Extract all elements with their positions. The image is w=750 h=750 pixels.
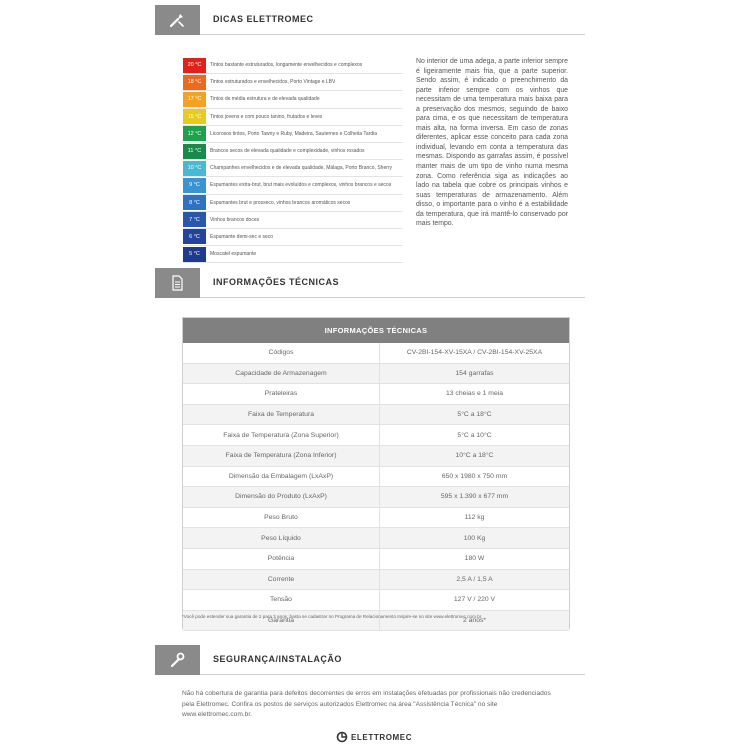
spec-value: 154 garrafas <box>455 369 494 377</box>
spec-label: Garantia <box>183 611 380 631</box>
spec-row <box>183 446 569 467</box>
spec-value: 112 kg <box>464 514 485 522</box>
section-divider <box>200 674 585 675</box>
temperature-row <box>183 143 403 160</box>
tech-section-title: INFORMAÇÕES TÉCNICAS <box>213 277 340 287</box>
temperature-badge: 6 °C <box>183 229 206 244</box>
spec-row <box>183 343 569 364</box>
spec-value: 13 cheias e 1 meia <box>445 390 504 398</box>
spec-row <box>183 508 569 529</box>
spec-label: Faixa de Temperatura (Zona Inferior) <box>183 446 380 466</box>
temperature-badge: 11 °C <box>183 144 206 159</box>
spec-label: Peso Bruto <box>183 508 380 528</box>
temperature-description: Brancos secos de elevada qualidade e complexidade, vinhos rosados <box>210 148 365 155</box>
section-divider <box>200 297 585 298</box>
temperature-row <box>183 177 403 194</box>
temperature-row <box>183 160 403 177</box>
spec-row <box>183 384 569 405</box>
spec-value: 127 V / 220 V <box>453 596 496 604</box>
spec-row <box>183 570 569 591</box>
spec-value: 2 anos* <box>462 617 487 625</box>
warranty-footnote: *Você pode estender sua garantia de 2 para 3 anos, basta se cadastrar no Programa de Relacionamento Inspire-se no site www.elettromec.com.br. <box>182 614 483 619</box>
temperature-row <box>183 57 403 74</box>
spec-value: 10°C a 18°C <box>455 452 494 460</box>
temperature-description: Espumantes brut e prosseco, vinhos brancos aromáticos secos <box>210 199 351 206</box>
temperature-row <box>183 229 403 246</box>
spec-value: 650 x 1980 x 750 mm <box>441 472 508 480</box>
temperature-row <box>183 126 403 143</box>
temperature-row <box>183 74 403 91</box>
spec-label: Peso Líquido <box>183 528 380 548</box>
temperature-badge: 9 °C <box>183 178 206 193</box>
spec-label: Potência <box>183 549 380 569</box>
spec-table-header: INFORMAÇÕES TÉCNICAS <box>183 318 569 343</box>
temperature-badge: 5 °C <box>183 247 206 262</box>
tips-section-header <box>155 5 585 35</box>
wrench-icon <box>169 652 185 668</box>
temperature-badge: 10 °C <box>183 161 206 176</box>
warranty-warning-text: Não há cobertura de garantia para defeitos decorrentes de erros em instalações efetuadas por profissionais não credenciados pela Elettromec. Confira os postos de serviços autorizados Elettromec na área "Assistência Técnica" no site www.elettromec.com.br. <box>182 690 551 718</box>
spec-value: 5°C a 18°C <box>457 411 492 419</box>
spec-row <box>183 364 569 385</box>
spec-row <box>183 425 569 446</box>
document-icon <box>169 275 185 291</box>
tips-tab <box>155 5 200 35</box>
spec-value: 5°C a 10°C <box>457 431 492 439</box>
spec-label: Capacidade de Armazenagem <box>183 364 380 384</box>
temperature-row <box>183 212 403 229</box>
temperature-description: Licorosos tintos, Porto Tawny e Ruby, Madeira, Sauternes e Colheita Tardia <box>210 130 378 137</box>
temperature-badge: 8 °C <box>183 195 206 210</box>
temperature-badge: 20 °C <box>183 58 206 73</box>
spec-row <box>183 405 569 426</box>
spec-value: 2,5 A / 1,5 A <box>456 575 493 583</box>
temperature-row <box>183 109 403 126</box>
spec-row <box>183 528 569 549</box>
temperature-description: Champanhes envelhecidos e de elevada qualidade, Málaga, Porto Branco, Sherry <box>210 165 393 172</box>
temperature-badge: 18 °C <box>183 75 206 90</box>
spec-label: Prateleiras <box>183 384 380 404</box>
safety-section-title: SEGURANÇA/INSTALAÇÃO <box>213 654 342 664</box>
temperature-row <box>183 246 403 263</box>
temperature-description: Vinhos brancos doces <box>210 216 260 223</box>
temperature-badge: 17 °C <box>183 92 206 107</box>
temperature-badge: 15 °C <box>183 109 206 124</box>
spec-row <box>183 467 569 488</box>
storage-tips-paragraph: No interior de uma adega, a parte inferior sempre é ligeiramente mais fria, que a parte superior. Sendo assim, é indicado o preenchimento da parte inferior sempre com os vinhos que necessitam de uma temperatura mais baixa para a preservação dos mesmos, seguindo de baixo para cima, e os que necessitam de temperatura mais alta, na forma inversa. Em caso de zonas diferentes, aplicar esse conceito para cada zona individual, levando em conta a temperatura das mesmas. Dispondo as garrafas assim, é possível manter mais de um tipo de vinho numa mesma zona. Como referência siga as indicações ao lado na tabela que cobre os principais vinhos e suas temperaturas de armazenamento. Além disso, o importante para o vinho é a estabilidade da temperatura, que irá mantê-lo conservado por mais tempo. <box>416 58 568 228</box>
temperature-row <box>183 195 403 212</box>
temperature-row <box>183 91 403 108</box>
temperature-badge: 12 °C <box>183 126 206 141</box>
temperature-description: Espumante demi-sec e seco <box>210 233 274 240</box>
tech-section-header <box>155 268 585 298</box>
spec-label: Faixa de Temperatura <box>183 405 380 425</box>
safety-tab <box>155 645 200 675</box>
temperature-list <box>183 57 403 263</box>
spec-row <box>183 549 569 570</box>
brand-name: ELETTROMEC <box>351 732 413 742</box>
spec-table <box>182 317 570 629</box>
tech-tab <box>155 268 200 298</box>
temperature-description: Moscatel espumante <box>210 251 257 258</box>
temperature-description: Tintos estruturados e envelhecidos, Porto Vintage e LBV <box>210 79 336 86</box>
temperature-description: Tintos de média estrutura e de elevada qualidade <box>210 96 320 103</box>
tools-icon <box>169 12 185 28</box>
section-divider <box>200 34 585 35</box>
spec-row <box>183 590 569 611</box>
safety-section-header <box>155 645 585 675</box>
spec-value: 100 Kg <box>463 534 486 542</box>
temperature-description: Espumantes extra-brut, brut mais evoluídos e complexos, vinhos brancos e secos <box>210 182 392 189</box>
spec-value: 180 W <box>464 555 485 563</box>
brand-logo <box>336 730 412 744</box>
elettromec-logo-icon <box>336 731 348 743</box>
spec-label: Faixa de Temperatura (Zona Superior) <box>183 425 380 445</box>
spec-label: Tensão <box>183 590 380 610</box>
tips-section-title: DICAS ELETTROMEC <box>213 14 314 24</box>
spec-value: 595 x 1.390 x 677 mm <box>440 493 509 501</box>
spec-row <box>183 487 569 508</box>
spec-label: Corrente <box>183 570 380 590</box>
spec-value: CV-2BI-154-XV-15XA / CV-2BI-154-XV-25XA <box>406 349 543 357</box>
spec-label: Dimensão do Produto (LxAxP) <box>183 487 380 507</box>
temperature-badge: 7 °C <box>183 212 206 227</box>
spec-label: Códigos <box>183 343 380 363</box>
temperature-description: Tintos jovens e com pouco tanino, frutados e leves <box>210 113 323 120</box>
temperature-description: Tintos bastante estruturados, longamente envelhecidos e complexos <box>210 62 363 69</box>
spec-label: Dimensão da Embalagem (LxAxP) <box>183 467 380 487</box>
